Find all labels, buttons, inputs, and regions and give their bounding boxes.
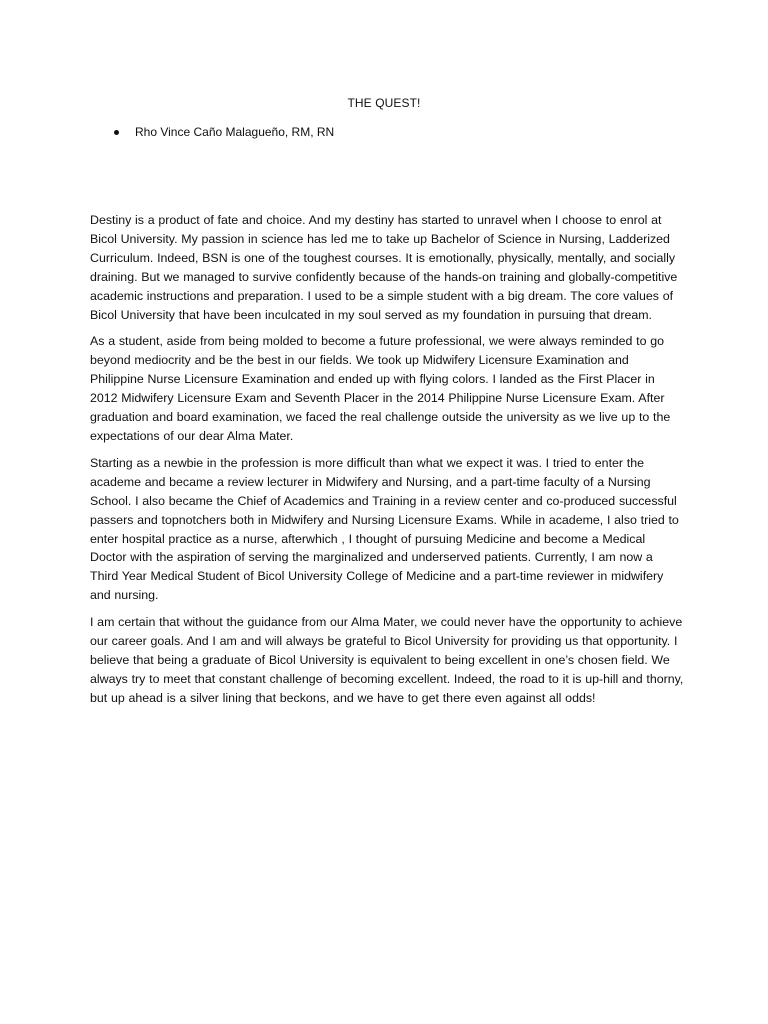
paragraph: I am certain that without the guidance from our Alma Mater, we could never have the opportunity to achieve our career goals. And I am and will always be grateful to Bicol University for providing us that opportunity. I believe that being a graduate of Bicol University is equivalent to being excellent in one’s chosen field. We always try to meet that constant challenge of becoming excellent. Indeed, the road to it is up-hill and thorny, but up ahead is a silver lining that beckons, and we have to get there even against all odds!	[90, 615, 684, 705]
paragraph: Destiny is a product of fate and choice. And my destiny has started to unravel when I choose to enrol at Bicol University. My passion in science has led me to take up Bachelor of Science in Nursing, Ladderized Curriculum. Indeed, BSN is one of the toughest courses. It is emotionally, physically, mentally, and socially draining. But we managed to survive confidently because of the hands-on training and globally-competitive academic instructions and preparation. I used to be a simple student with a big dream. The core values of Bicol University that have been inculcated in my soul served as my foundation in pursuing that dream.	[90, 213, 678, 322]
bullet-icon	[114, 130, 119, 135]
author-line	[114, 124, 334, 140]
document-body	[90, 211, 684, 716]
paragraph: As a student, aside from being molded to become a future professional, we were always reminded to go beyond mediocrity and be the best in our fields. We took up Midwifery Licensure Examination and Philippine Nurse Licensure Examination and ended up with flying colors. I landed as the First Placer in 2012 Midwifery Licensure Exam and Seventh Placer in the 2014 Philippine Nurse Licensure Exam. After graduation and board examination, we faced the real challenge outside the university as we live up to the expectations of our dear Alma Mater.	[90, 334, 671, 443]
author-name: Rho Vince Caño Malagueño, RM, RN	[135, 125, 335, 139]
document-title: THE QUEST!	[347, 96, 421, 110]
paragraph: Starting as a newbie in the profession is more difficult than what we expect it was. I tried to enter the academe and became a review lecturer in Midwifery and Nursing, and a part-time faculty of a Nursing School. I also became the Chief of Academics and Training in a review center and co-produced successful passers and topnotchers both in Midwifery and Nursing Licensure Exams. While in academe, I also tried to enter hospital practice as a nurse, afterwhich , I thought of pursuing Medicine and become a Medical Doctor with the aspiration of serving the marginalized and underserved patients. Currently, I am now a Third Year Medical Student of Bicol University College of Medicine and a part-time reviewer in midwifery and nursing.	[90, 455, 679, 603]
